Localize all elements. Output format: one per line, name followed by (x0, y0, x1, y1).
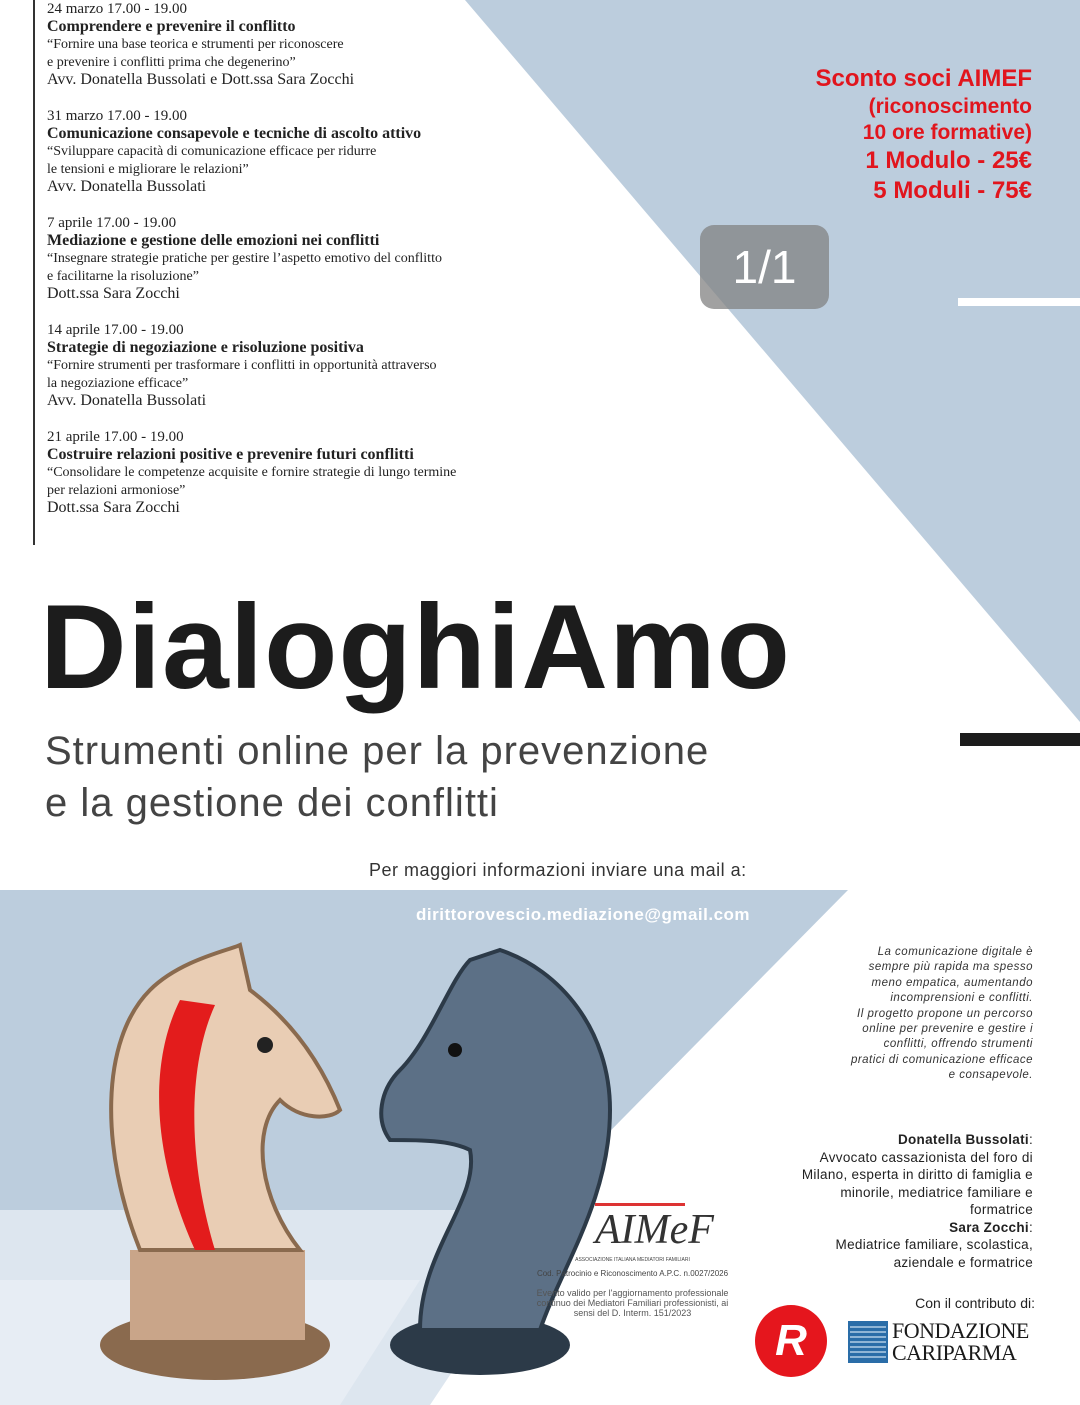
aimef-logo: AIMeF (595, 1203, 685, 1255)
event-speaker: Dott.ssa Sara Zocchi (47, 285, 180, 302)
page-title: DialoghiAmo (40, 580, 791, 714)
event-desc: la negoziazione efficace” (47, 375, 189, 391)
bio-line: Mediatrice familiare, scolastica, (835, 1237, 1033, 1252)
description-line: La comunicazione digitale è (877, 946, 1033, 958)
description-line: online per prevenire e gestire i (862, 1023, 1033, 1036)
description-line: pratici di comunicazione efficace (850, 1053, 1033, 1066)
event-speaker: Avv. Donatella Bussolati (47, 178, 207, 195)
speaker-name: Donatella Bussolati (897, 1132, 1029, 1147)
schedule-item (47, 0, 553, 89)
price-1: 1 Modulo - 25€ (865, 147, 1032, 174)
price-2: 5 Moduli - 75€ (873, 177, 1032, 204)
bio-line: aziendale e formatrice (893, 1254, 1033, 1270)
contributor-label: Con il contributo di: (915, 1295, 1035, 1311)
subtitle-line: e la gestione dei conflitti (45, 781, 499, 825)
bio-line: Avvocato cassazionista del foro di (819, 1149, 1033, 1165)
event-speaker: Avv. Donatella Bussolati (47, 392, 207, 409)
event-desc: “Fornire una base teorica e strumenti per riconoscere (47, 37, 344, 52)
aimef-block (535, 1200, 730, 1318)
project-description (813, 945, 1033, 1084)
aimef-note: Evento valido per l'aggiornamento professionale continuo dei Mediatori Familiari professionisti, ai sensi del D. Interm. 151/2023 (536, 1288, 729, 1318)
event-title: Comprendere e prevenire il conflitto (47, 18, 296, 35)
event-date: 21 aprile 17.00 - 19.00 (47, 429, 184, 445)
fondazione-line: CARIPARMA (892, 1340, 1017, 1365)
schedule-item (47, 321, 553, 410)
event-desc: e prevenire i conflitti prima che degenerino” (47, 54, 296, 70)
event-title: Strategie di negoziazione e risoluzione positiva (47, 339, 364, 356)
event-date: 7 aprile 17.00 - 19.00 (47, 215, 177, 231)
info-label: Per maggiori informazioni inviare una mail a: (369, 860, 747, 880)
event-title: Comunicazione consapevole e tecniche di ascolto attivo (47, 125, 422, 142)
description-line: meno empatica, aumentando (871, 976, 1033, 989)
description-line: conflitti, offrendo strumenti (883, 1038, 1033, 1051)
description-line: Il progetto propone un percorso (857, 1007, 1033, 1020)
event-title: Mediazione e gestione delle emozioni nei conflitti (47, 232, 380, 249)
discount-box (816, 64, 1032, 206)
subtitle-line: Strumenti online per la prevenzione (45, 729, 710, 773)
description-line: e consapevole. (948, 1069, 1033, 1082)
r-logo: R (755, 1305, 827, 1377)
event-title: Costruire relazioni positive e prevenire futuri conflitti (47, 446, 414, 463)
speaker-bios: Donatella Bussolati: Avvocato cassazionista del foro di Milano, esperta in diritto di famiglia e minorile, mediatrice familiare e formatrice Sara Zocchi: Mediatrice familiare, scolastica, aziendale e formatrice (743, 1131, 1033, 1271)
event-speaker: Avv. Donatella Bussolati e Dott.ssa Sara Zocchi (47, 71, 355, 88)
event-desc: per relazioni armoniose” (47, 482, 186, 498)
schedule-item (47, 107, 553, 196)
fondazione-cariparma-logo (848, 1320, 1029, 1364)
bio-line: Milano, esperta in diritto di famiglia e (801, 1167, 1033, 1182)
event-desc: “Fornire strumenti per trasformare i conflitti in opportunità attraverso (47, 358, 437, 373)
description-line: sempre più rapida ma spesso (868, 961, 1033, 974)
speaker-name: Sara Zocchi (949, 1219, 1029, 1235)
event-speaker: Dott.ssa Sara Zocchi (47, 499, 180, 516)
event-date: 31 marzo 17.00 - 19.00 (47, 108, 187, 124)
discount-note: (riconoscimento (868, 95, 1032, 118)
aimef-assoc: ASSOCIAZIONE ITALIANA MEDIATORI FAMILIARI (575, 1257, 690, 1263)
event-desc: “Insegnare strategie pratiche per gestire l’aspetto emotivo del conflitto (47, 251, 442, 266)
discount-title: Sconto soci AIMEF (815, 65, 1032, 92)
fondazione-line: FONDAZIONE (892, 1318, 1029, 1343)
schedule-item (47, 214, 553, 303)
subtitle (45, 725, 709, 829)
page-indicator: 1/1 (700, 225, 829, 309)
aimef-code: Cod. Patrocinio e Riconoscimento A.P.C. n.0027/2026 (536, 1269, 729, 1278)
event-desc: le tensioni e migliorare le relazioni” (47, 161, 249, 177)
fondazione-mark-icon (848, 1321, 888, 1363)
description-line: incomprensioni e conflitti. (890, 992, 1033, 1005)
event-desc: e facilitarne la risoluzione” (47, 268, 199, 284)
schedule-list (33, 0, 553, 545)
discount-note: 10 ore formative) (862, 121, 1032, 144)
email-link[interactable]: dirittorovescio.mediazione@gmail.com (416, 905, 751, 924)
event-date: 24 marzo 17.00 - 19.00 (47, 1, 187, 17)
bio-line: minorile, mediatrice familiare e (840, 1184, 1033, 1200)
bio-line: formatrice (969, 1202, 1033, 1217)
schedule-item (47, 428, 553, 517)
event-desc: “Consolidare le competenze acquisite e fornire strategie di lungo termine (47, 465, 457, 480)
event-desc: “Sviluppare capacità di comunicazione efficace per ridurre (47, 144, 377, 159)
event-date: 14 aprile 17.00 - 19.00 (47, 322, 184, 338)
